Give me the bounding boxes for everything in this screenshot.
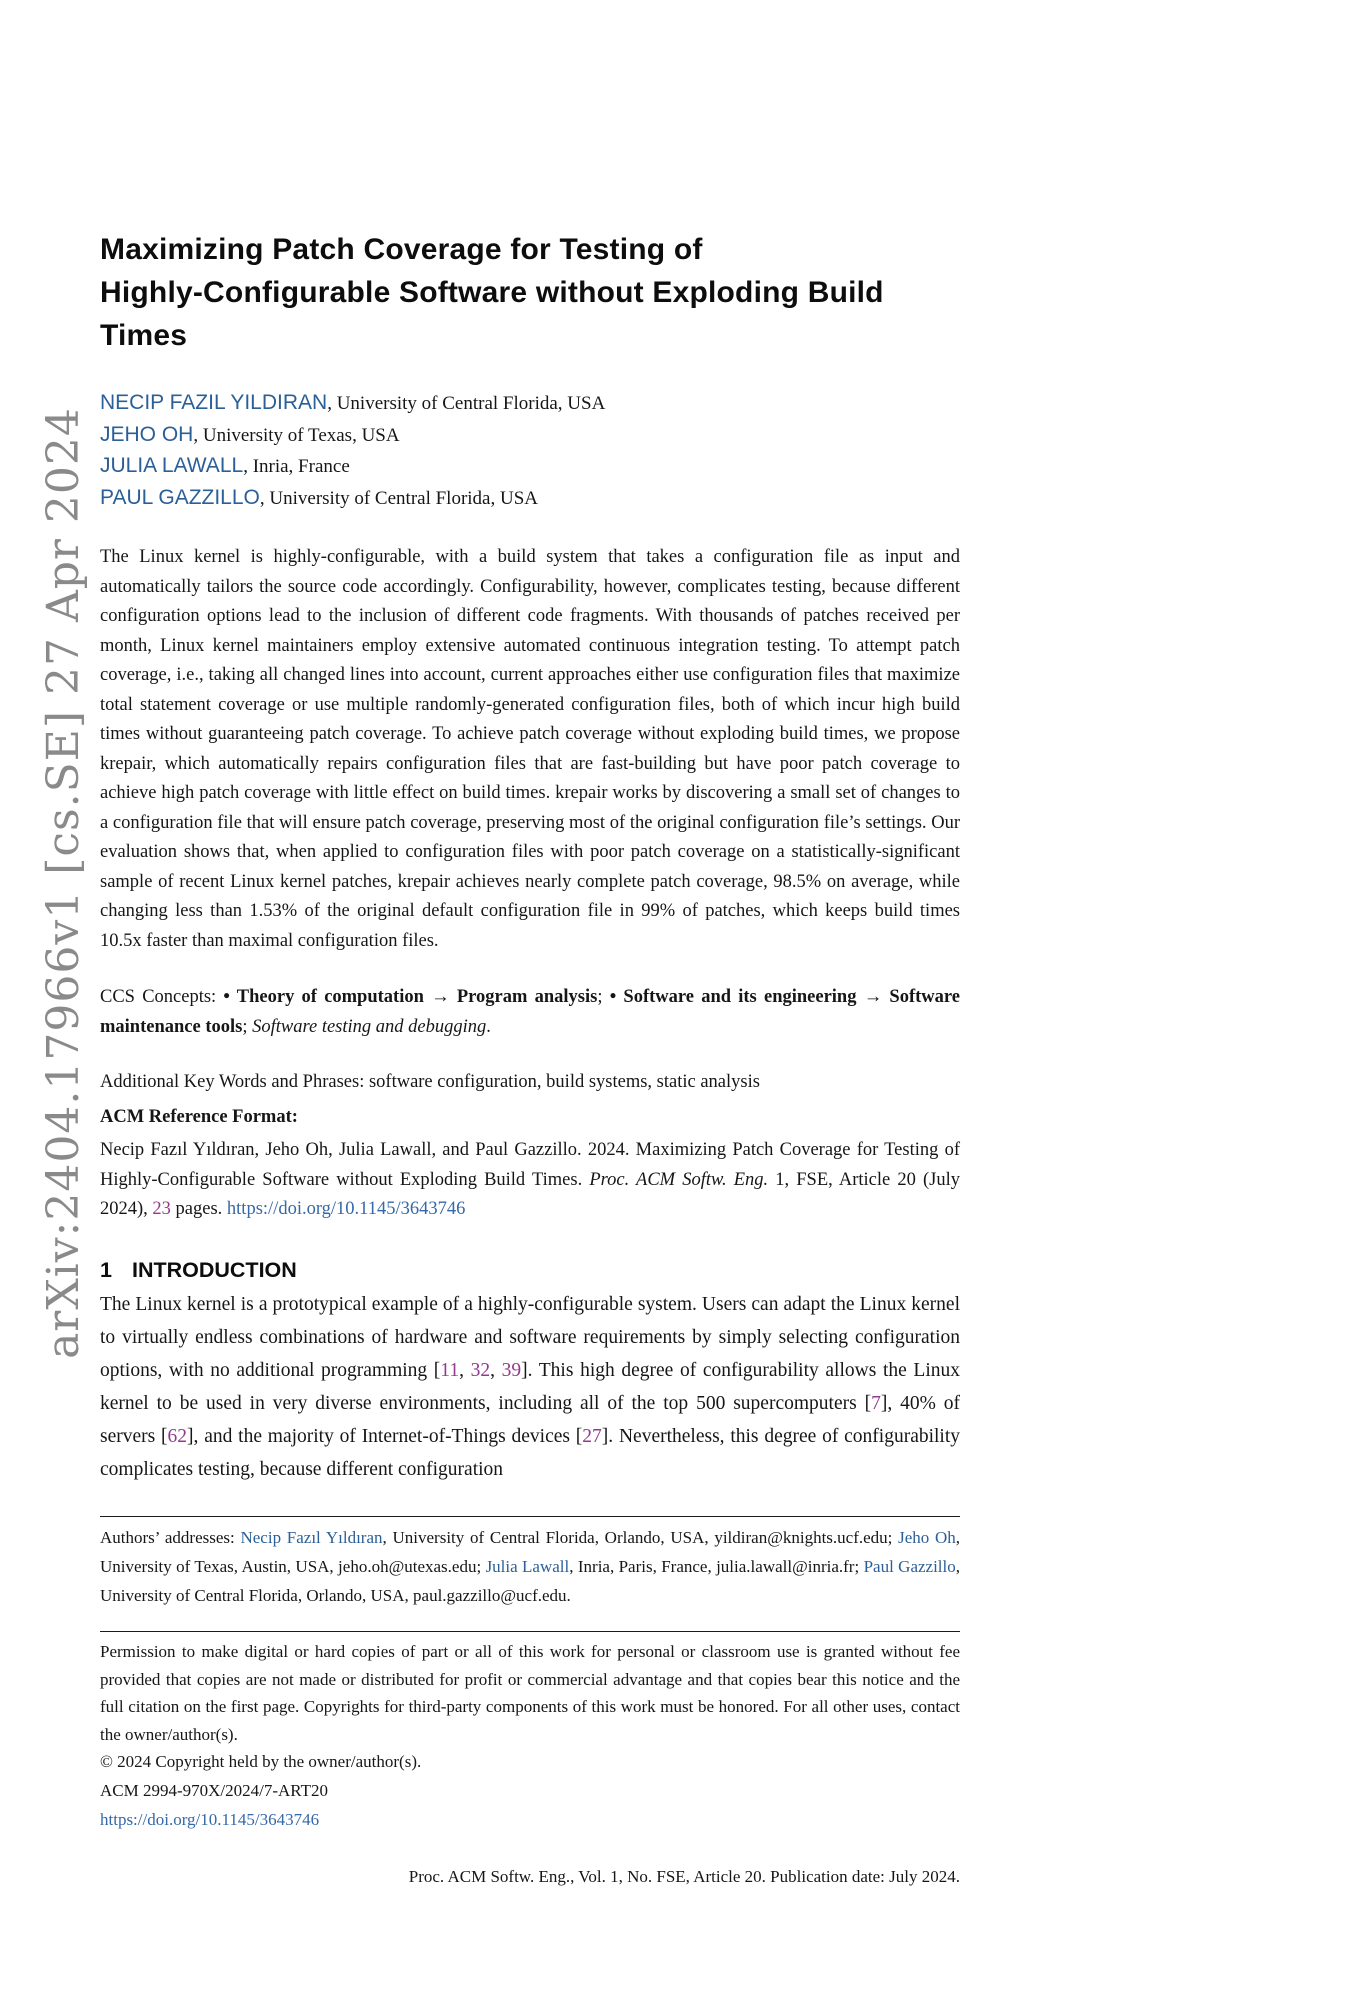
author-row [100,420,960,452]
text-segment: → [856,987,890,1007]
author-name-link[interactable]: JULIA LAWALL [100,454,244,477]
ccs-concepts [100,983,960,1042]
text-segment: ; [242,1016,253,1037]
author-row [100,388,960,420]
paper-title-line: Times [100,319,188,352]
text-segment: CCS Concepts: [100,987,224,1007]
paper-title-line: Maximizing Patch Coverage for Testing of [100,233,703,266]
author-link[interactable]: Necip Fazıl Yıldıran [240,1528,383,1547]
issn-line: ACM 2994-970X/2024/7-ART20 [100,1781,329,1800]
text-segment: ]. Nevertheless, this degree of configurability complicates testing, because different configuration [100,1426,961,1480]
page-footer: Proc. ACM Softw. Eng., Vol. 1, No. FSE, Article 20. Publication date: July 2024. [408,1867,960,1886]
author-link[interactable]: Jeho Oh [898,1528,956,1547]
url-link[interactable]: https://doi.org/10.1145/3643746 [226,1199,466,1219]
copyright-line: © 2024 Copyright held by the owner/author(s). [100,1752,422,1771]
author-list [100,388,960,514]
text-segment: → [423,987,457,1007]
citation-link[interactable]: 23 [152,1199,171,1219]
paper-content-column [100,0,960,2000]
acm-reference-heading: ACM Reference Format: [100,1107,298,1127]
paper-title-line: Highly-Configurable Software without Exploding Build [100,276,884,309]
keywords-line: Additional Key Words and Phrases: software configuration, build systems, static analysis [100,1072,760,1092]
section-heading-introduction [100,1258,960,1283]
text-segment: Necip Fazıl Yıldıran, Jeho Oh, Julia Lawall, and Paul Gazzillo. 2024. Maximizing Patch Coverage for Testing of Highly-Configurable Software without Exploding Build Times. [100,1140,960,1190]
text-segment: Proc. ACM Softw. Eng. [589,1169,769,1190]
text-segment: 1, FSE, Article 20 (July 2024), [100,1169,960,1219]
text-segment: , [459,1360,471,1381]
doi-link[interactable]: https://doi.org/10.1145/3643746 [100,1810,320,1829]
text-segment: , University of Texas, Austin, USA, jeho.oh@utexas.edu; [100,1528,961,1576]
citation-link[interactable]: 32 [470,1360,491,1381]
permission-rule [100,1631,960,1632]
permission-notice: Permission to make digital or hard copies of part or all of this work for personal or classroom use is granted without fee provided that copies are not made or distributed for profit or commercial advantage and that copies bear this notice and the full citation on the first page. Copyrights for third-party components of this work must be honored. For all other uses, contact the owner/author(s). [100,1642,960,1744]
text-segment: ; [597,987,610,1007]
author-row [100,483,960,515]
author-name-link[interactable]: JEHO OH [100,422,194,446]
text-segment: . [486,1016,491,1037]
author-link[interactable]: Julia Lawall [485,1557,570,1576]
text-segment: Authors’ addresses: [100,1528,241,1547]
acm-reference-text [100,1136,960,1225]
author-name-link[interactable]: NECIP FAZIL YILDIRAN [100,391,328,414]
text-segment: , University of Central Florida, Orlando, USA, yildiran@knights.ucf.edu; [382,1528,899,1547]
arxiv-watermark: arXiv:2404.17966v1 [cs.SE] 27 Apr 2024 [38,407,89,1359]
abstract-paragraph: The Linux kernel is highly-configurable, with a build system that takes a configuration file as input and automatically tailors the source code accordingly. Configurability, however, complicates testing, because different configuration options lead to the inclusion of different code fragments. With thousands of patches received per month, Linux kernel maintainers employ extensive automated continuous integration testing. To attempt patch coverage, i.e., taking all changed lines into account, current approaches either use configuration files that maximize total statement coverage or use multiple randomly-generated configuration files, both of which incur high build times without guaranteeing patch coverage. To achieve patch coverage without exploding build times, we propose krepair, which automatically repairs configuration files that are fast-building but have poor patch coverage to achieve high patch coverage with little effect on build times. krepair works by discovering a small set of changes to a configuration file that will ensure patch coverage, preserving most of the original configuration file’s settings. Our evaluation shows that, when applied to configuration files with poor patch coverage on a statistically-significant sample of recent Linux kernel patches, krepair achieves nearly complete patch coverage, 98.5% on average, while changing less than 1.53% of the original default configuration file in 99% of patches, which keeps build times 10.5x faster than maximal configuration files. [100,547,960,951]
footnote-rule [100,1516,960,1517]
author-affiliation: , University of Texas, USA [193,424,400,446]
intro-paragraph [100,1288,960,1486]
text-segment: , [490,1360,502,1381]
section-title: INTRODUCTION [131,1258,297,1282]
text-segment: ], and the majority of Internet-of-Things devices [ [187,1426,583,1447]
text-segment: pages. [170,1199,227,1219]
author-affiliation: , Inria, France [243,456,350,477]
text-segment: ], 40% of servers [ [100,1393,961,1447]
author-row [100,451,960,483]
text-segment: • [223,987,237,1007]
author-link[interactable]: Paul Gazzillo [863,1557,956,1576]
text-segment: The Linux kernel is a prototypical example of a highly-configurable system. Users can adapt the Linux kernel to virtually endless combinations of hardware and software requirements by simply selecting configuration options, with no additional programming [ [100,1294,960,1381]
text-segment: Software testing and debugging [252,1016,487,1037]
section-number: 1 [100,1258,112,1282]
text-segment: Theory of computation [236,987,424,1007]
author-name-link[interactable]: PAUL GAZZILLO [100,485,260,509]
paper-title [100,228,960,357]
authors-addresses [100,1523,960,1610]
author-affiliation: , University of Central Florida, USA [259,487,538,509]
text-segment: • [609,987,624,1007]
citation-link[interactable]: 62 [167,1426,188,1447]
text-segment: ]. This high degree of configurability allows the Linux kernel to be used in very diverse environments, including all of the top 500 supercomputers [ [100,1360,960,1414]
text-segment: Program analysis [456,987,598,1007]
text-segment: Software and its engineering [623,987,857,1007]
text-segment: , Inria, Paris, France, julia.lawall@inria.fr; [569,1557,864,1576]
citation-link[interactable]: 7 [871,1393,881,1414]
text-segment: Software maintenance tools [100,987,960,1037]
author-affiliation: , University of Central Florida, USA [327,393,606,414]
text-segment: , University of Central Florida, Orlando, USA, paul.gazzillo@ucf.edu. [100,1557,961,1605]
citation-link[interactable]: 11 [440,1360,460,1381]
citation-link[interactable]: 27 [582,1426,602,1447]
citation-link[interactable]: 39 [501,1360,522,1381]
